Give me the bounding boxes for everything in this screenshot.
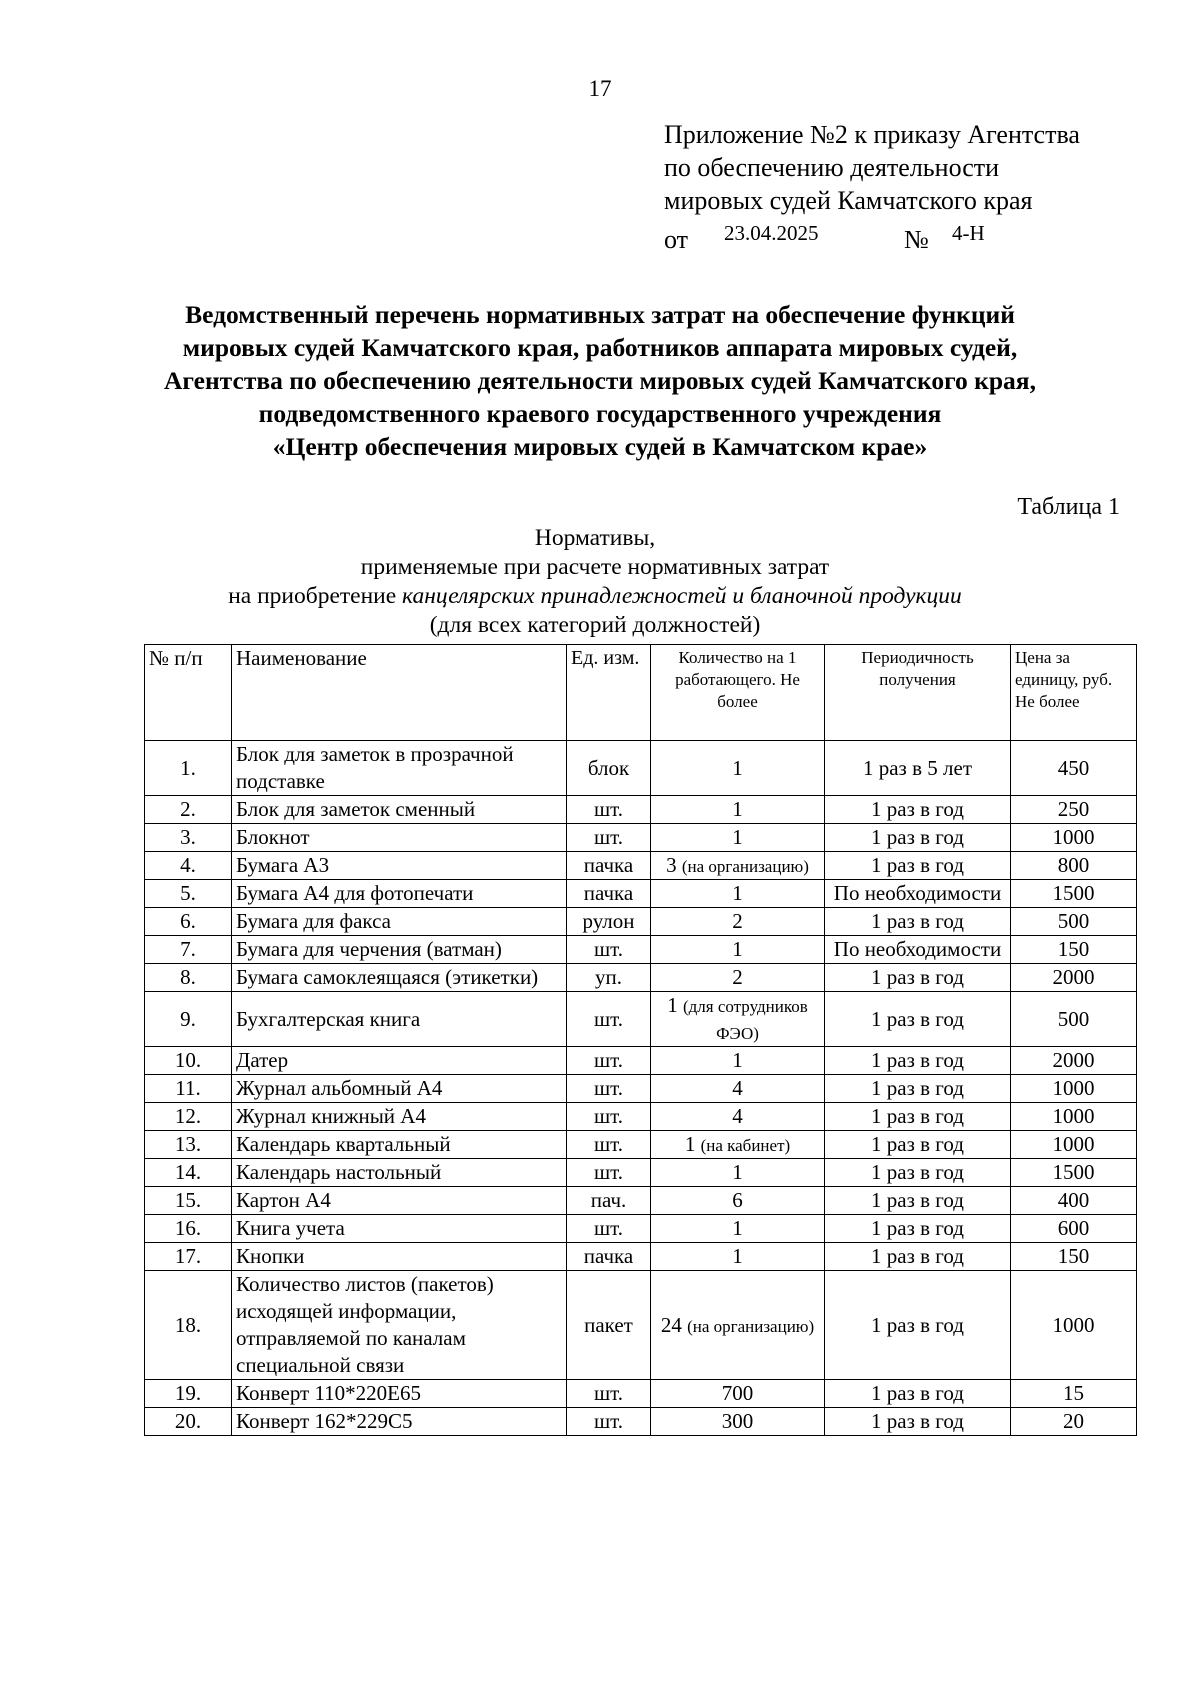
heading-line-5: «Центр обеспечения мировых судей в Камчатском крае» (272, 432, 928, 461)
row-period: 1 раз в год (825, 1243, 1011, 1271)
row-qty (651, 824, 825, 852)
row-name: Журнал книжный А4 (232, 1103, 567, 1131)
row-qty-value: 1 (732, 1216, 743, 1240)
row-period: 1 раз в год (825, 1047, 1011, 1075)
row-qty-value: 1 (732, 937, 743, 961)
row-num: 3. (145, 824, 232, 852)
row-price: 150 (1011, 936, 1137, 964)
row-qty (651, 1408, 825, 1436)
row-num: 10. (145, 1047, 232, 1075)
row-qty (651, 1187, 825, 1215)
row-name: Бумага для черчения (ватман) (232, 936, 567, 964)
row-num: 16. (145, 1215, 232, 1243)
row-price: 1000 (1011, 1075, 1137, 1103)
row-num: 1. (145, 741, 232, 796)
table-label: Таблица 1 (1017, 494, 1120, 520)
row-name: Бухгалтерская книга (232, 992, 567, 1047)
row-qty (651, 741, 825, 796)
subtitle-line-3 (90, 582, 1100, 611)
row-qty-value: 1 (732, 1160, 743, 1184)
row-qty-note: (для сотрудников ФЭО) (682, 997, 808, 1043)
row-period: 1 раз в год (825, 852, 1011, 880)
row-price: 20 (1011, 1408, 1137, 1436)
row-unit: пачка (567, 1243, 651, 1271)
row-unit: шт. (567, 1380, 651, 1408)
row-qty-value: 2 (732, 965, 743, 989)
row-name: Книга учета (232, 1215, 567, 1243)
row-unit: пакет (567, 1271, 651, 1380)
row-period: 1 раз в год (825, 1408, 1011, 1436)
table-row (145, 1380, 1137, 1408)
appendix-block (664, 118, 1080, 253)
row-period: 1 раз в год (825, 964, 1011, 992)
row-unit: рулон (567, 908, 651, 936)
row-num: 2. (145, 796, 232, 824)
row-qty-value: 1 (732, 797, 743, 821)
row-qty-value: 700 (721, 1381, 754, 1405)
row-unit: шт. (567, 1103, 651, 1131)
appendix-line-2: по обеспечению деятельности (664, 153, 1000, 182)
row-name: Датер (232, 1047, 567, 1075)
row-name: Блокнот (232, 824, 567, 852)
row-unit: шт. (567, 1075, 651, 1103)
row-qty (651, 908, 825, 936)
subtitle-line-2: применяемые при расчете нормативных затрат (360, 554, 830, 580)
row-qty (651, 1103, 825, 1131)
table-row (145, 1047, 1137, 1075)
row-num: 15. (145, 1187, 232, 1215)
row-num: 6. (145, 908, 232, 936)
row-unit: пачка (567, 880, 651, 908)
subtitle-line-1: Нормативы, (534, 525, 656, 551)
row-qty (651, 936, 825, 964)
row-price: 1000 (1011, 1271, 1137, 1380)
row-period: 1 раз в год (825, 1103, 1011, 1131)
row-qty (651, 1131, 825, 1159)
row-price: 400 (1011, 1187, 1137, 1215)
row-num: 20. (145, 1408, 232, 1436)
row-name: Бумага самоклеящаяся (этикетки) (232, 964, 567, 992)
row-qty (651, 992, 825, 1047)
row-price: 600 (1011, 1215, 1137, 1243)
header-price: Цена за единицу, руб. Не более (1011, 645, 1137, 741)
subtitle-line-3-italic: канцелярских принадлежностей и бланочной продукции (402, 583, 962, 609)
order-date: 23.04.2025 (724, 221, 819, 245)
row-num: 5. (145, 880, 232, 908)
row-name: Блок для заметок сменный (232, 796, 567, 824)
document-heading (80, 298, 1120, 463)
row-qty-value: 1 (732, 1048, 743, 1072)
row-qty (651, 1047, 825, 1075)
row-qty-value: 1 (684, 1132, 696, 1156)
row-qty-value: 24 (660, 1312, 682, 1337)
row-period: 1 раз в год (825, 1131, 1011, 1159)
row-qty (651, 1215, 825, 1243)
row-name: Журнал альбомный А4 (232, 1075, 567, 1103)
row-unit: шт. (567, 1215, 651, 1243)
table-row (145, 964, 1137, 992)
row-price: 1000 (1011, 1103, 1137, 1131)
row-name: Кнопки (232, 1243, 567, 1271)
table-row (145, 1103, 1137, 1131)
table-row (145, 741, 1137, 796)
number-sign: № (904, 225, 929, 254)
table-row (145, 1243, 1137, 1271)
row-price: 1000 (1011, 824, 1137, 852)
ot-label: от (664, 225, 689, 254)
row-name: Календарь квартальный (232, 1131, 567, 1159)
header-period: Периодичность получения (825, 645, 1011, 741)
norms-table (144, 644, 1137, 1436)
row-period: 1 раз в год (825, 796, 1011, 824)
appendix-line-1: Приложение №2 к приказу Агентства (664, 120, 1080, 149)
row-num: 19. (145, 1380, 232, 1408)
table-row (145, 824, 1137, 852)
row-name: Картон А4 (232, 1187, 567, 1215)
row-num: 9. (145, 992, 232, 1047)
row-period: 1 раз в год (825, 1215, 1011, 1243)
row-unit: шт. (567, 796, 651, 824)
row-qty-value: 4 (732, 1076, 743, 1100)
row-unit: шт. (567, 824, 651, 852)
heading-line-4: подведомственного краевого государственного учреждения (258, 399, 942, 428)
subtitle-line-4: (для всех категорий должностей) (429, 612, 761, 638)
row-unit: уп. (567, 964, 651, 992)
row-qty-value: 2 (732, 909, 743, 933)
table-subtitle (90, 524, 1100, 640)
row-price: 150 (1011, 1243, 1137, 1271)
heading-line-1: Ведомственный перечень нормативных затрат на обеспечение функций (185, 300, 1015, 329)
row-num: 18. (145, 1271, 232, 1380)
row-price: 800 (1011, 852, 1137, 880)
row-qty (651, 796, 825, 824)
row-price: 2000 (1011, 1047, 1137, 1075)
table-row (145, 1271, 1137, 1380)
row-period: По необходимости (825, 880, 1011, 908)
row-qty-value: 1 (732, 825, 743, 849)
row-price: 450 (1011, 741, 1137, 796)
row-qty (651, 964, 825, 992)
row-qty (651, 1075, 825, 1103)
table-row (145, 1075, 1137, 1103)
row-qty-value: 300 (721, 1409, 754, 1433)
row-period: 1 раз в год (825, 1271, 1011, 1380)
table-body (145, 741, 1137, 1436)
row-num: 17. (145, 1243, 232, 1271)
row-qty (651, 1243, 825, 1271)
row-qty-value: 6 (732, 1188, 743, 1212)
table-row (145, 852, 1137, 880)
row-price: 2000 (1011, 964, 1137, 992)
table-row (145, 936, 1137, 964)
row-unit: шт. (567, 936, 651, 964)
row-qty (651, 852, 825, 880)
row-period: 1 раз в год (825, 1380, 1011, 1408)
row-unit: блок (567, 741, 651, 796)
row-qty (651, 1159, 825, 1187)
row-name: Блок для заметок в прозрачной подставке (232, 741, 567, 796)
row-unit: пачка (567, 852, 651, 880)
row-period: 1 раз в год (825, 1075, 1011, 1103)
subtitle-line-3-prefix: на приобретение (228, 583, 403, 609)
row-name: Количество листов (пакетов) исходящей информации, отправляемой по каналам специальной связи (232, 1271, 567, 1380)
table-row (145, 796, 1137, 824)
row-unit: пач. (567, 1187, 651, 1215)
row-name: Календарь настольный (232, 1159, 567, 1187)
row-num: 14. (145, 1159, 232, 1187)
row-num: 12. (145, 1103, 232, 1131)
row-unit: шт. (567, 1047, 651, 1075)
row-period: 1 раз в год (825, 824, 1011, 852)
row-qty-note: (на организацию) (681, 857, 809, 876)
table-row (145, 992, 1137, 1047)
row-name: Конверт 110*220Е65 (232, 1380, 567, 1408)
row-price: 1500 (1011, 880, 1137, 908)
table-header-row (145, 645, 1137, 741)
table-row (145, 1187, 1137, 1215)
row-qty-note: (на организацию) (687, 1316, 815, 1336)
row-period: 1 раз в год (825, 1187, 1011, 1215)
row-name: Бумага А4 для фотопечати (232, 880, 567, 908)
row-price: 1500 (1011, 1159, 1137, 1187)
row-name: Бумага А3 (232, 852, 567, 880)
row-price: 500 (1011, 992, 1137, 1047)
row-period: По необходимости (825, 936, 1011, 964)
row-qty-value: 1 (732, 755, 743, 780)
table-row (145, 908, 1137, 936)
row-name: Бумага для факса (232, 908, 567, 936)
row-unit: шт. (567, 1408, 651, 1436)
header-name: Наименование (232, 645, 567, 741)
row-price: 250 (1011, 796, 1137, 824)
row-unit: шт. (567, 1131, 651, 1159)
row-qty-value: 3 (666, 853, 677, 877)
row-qty-value: 1 (732, 881, 743, 905)
order-number: 4-Н (952, 221, 985, 245)
row-qty (651, 1271, 825, 1380)
row-period: 1 раз в 5 лет (825, 741, 1011, 796)
heading-line-3: Агентства по обеспечению деятельности мировых судей Камчатского края, (164, 366, 1036, 395)
row-period: 1 раз в год (825, 908, 1011, 936)
appendix-date-row (664, 217, 1080, 253)
row-period: 1 раз в год (825, 992, 1011, 1047)
row-qty-value: 1 (667, 993, 678, 1017)
row-num: 11. (145, 1075, 232, 1103)
row-qty (651, 1380, 825, 1408)
row-price: 500 (1011, 908, 1137, 936)
row-name: Конверт 162*229С5 (232, 1408, 567, 1436)
row-qty-value: 1 (732, 1244, 743, 1268)
table-row (145, 1215, 1137, 1243)
row-num: 4. (145, 852, 232, 880)
table-row (145, 1159, 1137, 1187)
row-unit: шт. (567, 992, 651, 1047)
row-qty (651, 880, 825, 908)
row-period: 1 раз в год (825, 1159, 1011, 1187)
row-price: 1000 (1011, 1131, 1137, 1159)
row-num: 7. (145, 936, 232, 964)
header-unit: Ед. изм. (567, 645, 651, 741)
row-unit: шт. (567, 1159, 651, 1187)
table-row (145, 1131, 1137, 1159)
page-number: 17 (588, 76, 612, 101)
row-price: 15 (1011, 1380, 1137, 1408)
appendix-line-3: мировых судей Камчатского края (664, 186, 1033, 215)
row-qty-note: (на кабинет) (700, 1136, 791, 1155)
row-num: 8. (145, 964, 232, 992)
table-row (145, 1408, 1137, 1436)
row-qty-value: 4 (732, 1104, 743, 1128)
row-num: 13. (145, 1131, 232, 1159)
header-num: № п/п (145, 645, 232, 741)
heading-line-2: мировых судей Камчатского края, работников аппарата мировых судей, (182, 333, 1018, 362)
table-row (145, 880, 1137, 908)
header-qty: Количество на 1 работающего. Не более (651, 645, 825, 741)
